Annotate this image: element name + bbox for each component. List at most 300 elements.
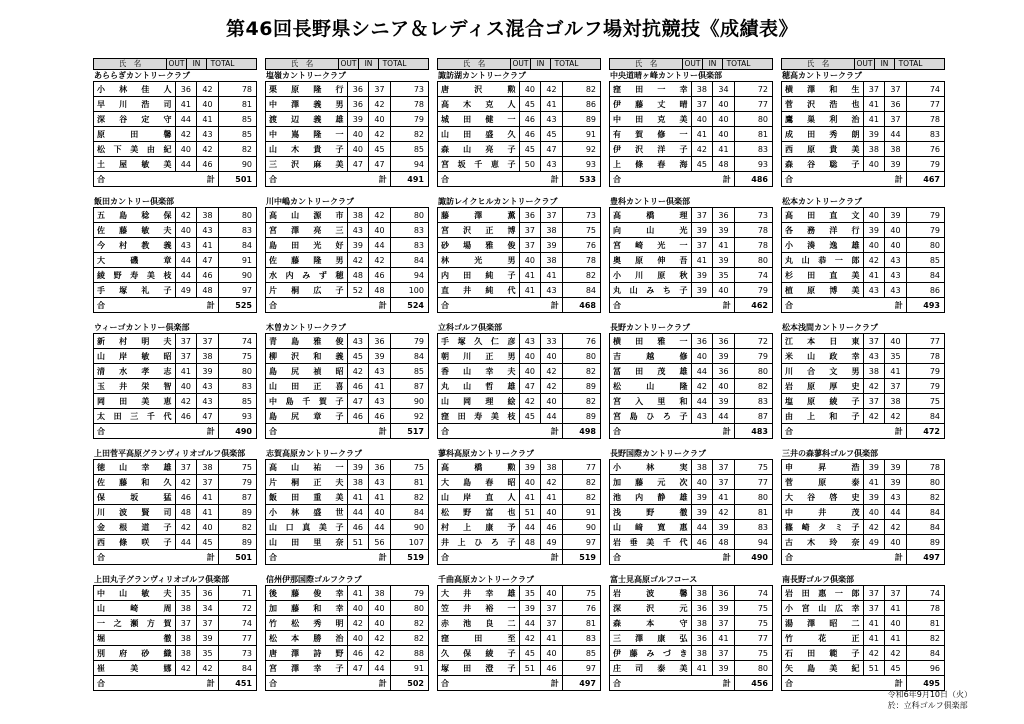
team-total: 524: [390, 298, 428, 313]
player-row: [610, 601, 773, 616]
player-row: [266, 157, 429, 172]
player-total: 84: [218, 238, 256, 253]
player-total: 89: [218, 505, 256, 520]
player-row: [438, 349, 601, 364]
player-name: 小宮山広幸: [782, 601, 864, 616]
player-out: 43: [863, 283, 885, 298]
player-out: 39: [691, 268, 713, 283]
player-row: [438, 283, 601, 298]
player-name: 高田直文: [782, 208, 864, 223]
player-out: 41: [863, 616, 885, 631]
club-name: 志賀高原カントリークラブ: [266, 449, 362, 458]
player-total: 76: [562, 334, 600, 349]
player-out: 40: [347, 142, 369, 157]
player-name: 内田純子: [438, 268, 520, 283]
player-row: [438, 157, 601, 172]
club-name: 千曲高原カントリークラブ: [438, 575, 534, 584]
team-total: 533: [562, 172, 600, 187]
player-name: 中井茂: [782, 505, 864, 520]
player-row: [94, 82, 257, 97]
player-in: 40: [541, 586, 563, 601]
player-name: 唐澤詩野: [266, 646, 348, 661]
player-total: 80: [390, 208, 428, 223]
player-in: 37: [541, 616, 563, 631]
header-name: 氏 名: [634, 59, 658, 68]
player-row: [438, 475, 601, 490]
column-header: [609, 58, 773, 70]
player-total: 73: [562, 208, 600, 223]
player-in: 40: [713, 379, 735, 394]
player-total: 94: [390, 268, 428, 283]
player-name: 松本勝治: [266, 631, 348, 646]
player-total: 90: [562, 520, 600, 535]
player-total: 93: [562, 157, 600, 172]
player-total: 87: [390, 379, 428, 394]
player-name: 松下美由紀: [94, 142, 176, 157]
player-row: [438, 394, 601, 409]
club-block: [93, 574, 257, 691]
player-name: 伊沢洋子: [610, 142, 692, 157]
player-in: 33: [541, 334, 563, 349]
player-name: 高橋理: [610, 208, 692, 223]
player-name: 由上和子: [782, 409, 864, 424]
player-total: 82: [390, 631, 428, 646]
player-name: 中澤義男: [266, 97, 348, 112]
player-in: 48: [369, 283, 391, 298]
player-row: [94, 505, 257, 520]
player-total: 74: [218, 334, 256, 349]
player-name: 宮沢正博: [438, 223, 520, 238]
player-in: 42: [713, 505, 735, 520]
player-in: 37: [541, 601, 563, 616]
player-row: [438, 661, 601, 676]
player-name: 宮島ひろ子: [610, 409, 692, 424]
player-name: 鷹巣利治: [782, 112, 864, 127]
player-in: 43: [885, 490, 907, 505]
score-table: [781, 333, 945, 439]
club-block: [437, 196, 601, 313]
player-row: [94, 364, 257, 379]
player-out: 40: [347, 631, 369, 646]
player-in: 48: [197, 283, 219, 298]
player-out: 42: [175, 475, 197, 490]
event-date: 令和6年9月10日（火）: [887, 690, 972, 699]
player-out: 47: [347, 394, 369, 409]
player-in: 39: [713, 349, 735, 364]
player-in: 39: [713, 661, 735, 676]
player-out: 41: [175, 364, 197, 379]
player-row: [438, 520, 601, 535]
player-total: 80: [906, 238, 944, 253]
player-total: 84: [906, 505, 944, 520]
player-name: 別府砂織: [94, 646, 176, 661]
score-table: [265, 81, 429, 187]
player-row: [782, 475, 945, 490]
player-out: 46: [519, 127, 541, 142]
player-out: 42: [863, 379, 885, 394]
player-in: 37: [885, 112, 907, 127]
player-name: 中嶌隆一: [266, 127, 348, 142]
player-in: 40: [885, 238, 907, 253]
player-name: 米山政幸: [782, 349, 864, 364]
player-total: 75: [218, 460, 256, 475]
total-row: [438, 550, 601, 565]
player-total: 78: [906, 112, 944, 127]
team-total: 456: [734, 676, 772, 691]
player-name: 江本日東: [782, 334, 864, 349]
player-name: 成田秀朗: [782, 127, 864, 142]
player-total: 79: [390, 112, 428, 127]
player-row: [266, 379, 429, 394]
player-in: 43: [885, 283, 907, 298]
player-row: [438, 616, 601, 631]
player-total: 79: [734, 283, 772, 298]
player-out: 38: [691, 616, 713, 631]
total-row: [438, 424, 601, 439]
club-name: 木曽カントリークラブ: [266, 323, 346, 332]
total-row: [266, 172, 429, 187]
header-name: 氏 名: [806, 59, 830, 68]
player-in: 44: [369, 238, 391, 253]
player-total: 75: [734, 460, 772, 475]
player-row: [782, 97, 945, 112]
player-row: [266, 238, 429, 253]
score-table: [437, 459, 601, 565]
player-row: [610, 334, 773, 349]
player-out: 44: [175, 253, 197, 268]
player-row: [782, 349, 945, 364]
player-out: 45: [519, 646, 541, 661]
player-name: 三沢麻美: [266, 157, 348, 172]
player-total: 84: [562, 283, 600, 298]
player-out: 43: [691, 409, 713, 424]
total-row: [94, 424, 257, 439]
player-in: 39: [713, 520, 735, 535]
player-in: 40: [369, 601, 391, 616]
player-name: 松野富也: [438, 505, 520, 520]
player-total: 82: [390, 490, 428, 505]
player-name: 山田盛久: [438, 127, 520, 142]
player-total: 82: [734, 379, 772, 394]
player-row: [782, 394, 945, 409]
player-out: 41: [863, 112, 885, 127]
player-out: 41: [863, 268, 885, 283]
player-in: 40: [885, 616, 907, 631]
player-name: 大島春昭: [438, 475, 520, 490]
player-row: [438, 646, 601, 661]
player-name: 水内みず穂: [266, 268, 348, 283]
team-total: 502: [390, 676, 428, 691]
player-name: 横田雅一: [610, 334, 692, 349]
player-row: [610, 646, 773, 661]
team-total: 451: [218, 676, 256, 691]
player-out: 42: [347, 253, 369, 268]
player-in: 44: [885, 127, 907, 142]
player-out: 46: [347, 520, 369, 535]
team-total: 472: [906, 424, 944, 439]
header-name: 氏 名: [118, 59, 142, 68]
club-name: 穂高カントリークラブ: [782, 71, 862, 80]
player-in: 39: [713, 601, 735, 616]
player-in: 36: [713, 364, 735, 379]
total-label: 合計: [610, 550, 735, 565]
player-in: 36: [369, 460, 391, 475]
player-row: [266, 409, 429, 424]
player-out: 38: [175, 646, 197, 661]
player-name: 栗原隆行: [266, 82, 348, 97]
player-row: [266, 616, 429, 631]
player-name: 青島雅俊: [266, 334, 348, 349]
player-name: 西條咲子: [94, 535, 176, 550]
player-name: 片桐広子: [266, 283, 348, 298]
header-out: OUT: [338, 59, 358, 69]
player-row: [610, 349, 773, 364]
player-name: 浅野徹: [610, 505, 692, 520]
player-out: 39: [691, 490, 713, 505]
player-total: 91: [218, 253, 256, 268]
player-name: 加藤元次: [610, 475, 692, 490]
player-total: 77: [734, 97, 772, 112]
player-out: 42: [519, 394, 541, 409]
player-total: 81: [734, 127, 772, 142]
player-row: [266, 475, 429, 490]
club-name: 上田菅平高原グランヴィリオゴルフ倶楽部: [94, 449, 246, 458]
player-total: 78: [562, 253, 600, 268]
club-name: 中央道晴ヶ峰カントリー倶楽部: [610, 71, 722, 80]
player-name: 佐藤和久: [94, 475, 176, 490]
player-name: 小湊逸雄: [782, 238, 864, 253]
player-name: 林光男: [438, 253, 520, 268]
player-name: 三澤康弘: [610, 631, 692, 646]
score-table: [437, 81, 601, 187]
player-in: 41: [541, 631, 563, 646]
player-out: 46: [347, 379, 369, 394]
score-table: [437, 207, 601, 313]
player-in: 38: [885, 394, 907, 409]
player-in: 41: [713, 631, 735, 646]
player-total: 76: [906, 142, 944, 157]
player-in: 44: [369, 661, 391, 676]
player-row: [94, 631, 257, 646]
player-row: [610, 379, 773, 394]
team-total: 491: [390, 172, 428, 187]
player-in: 42: [369, 631, 391, 646]
player-row: [94, 142, 257, 157]
player-row: [438, 601, 601, 616]
club-name: 塩嶺カントリークラブ: [266, 71, 346, 80]
player-row: [438, 364, 601, 379]
player-name: 小川原秋: [610, 268, 692, 283]
player-in: 44: [541, 409, 563, 424]
player-row: [610, 238, 773, 253]
player-in: 47: [541, 142, 563, 157]
player-row: [610, 490, 773, 505]
player-total: 79: [906, 364, 944, 379]
player-name: 深沢元: [610, 601, 692, 616]
player-in: 37: [713, 616, 735, 631]
club-block: [265, 58, 429, 187]
player-row: [610, 268, 773, 283]
player-total: 100: [390, 283, 428, 298]
player-out: 39: [347, 460, 369, 475]
player-name: 中島千賀子: [266, 394, 348, 409]
player-in: 35: [885, 349, 907, 364]
player-out: 42: [347, 364, 369, 379]
player-in: 41: [197, 112, 219, 127]
player-in: 45: [541, 127, 563, 142]
player-out: 52: [347, 283, 369, 298]
header-out: OUT: [166, 59, 186, 69]
player-out: 40: [519, 349, 541, 364]
player-name: 深谷定守: [94, 112, 176, 127]
player-total: 82: [390, 616, 428, 631]
player-in: 46: [197, 268, 219, 283]
player-out: 45: [519, 97, 541, 112]
player-out: 40: [175, 223, 197, 238]
player-in: 41: [197, 505, 219, 520]
player-row: [438, 334, 601, 349]
player-total: 91: [562, 127, 600, 142]
player-row: [782, 208, 945, 223]
player-out: 50: [519, 157, 541, 172]
player-row: [438, 223, 601, 238]
club-name: 立科ゴルフ倶楽部: [438, 323, 502, 332]
player-total: 77: [734, 475, 772, 490]
player-out: 41: [863, 631, 885, 646]
total-label: 合計: [94, 172, 219, 187]
player-row: [266, 97, 429, 112]
player-out: 46: [175, 409, 197, 424]
total-label: 合計: [438, 172, 563, 187]
player-in: 39: [713, 253, 735, 268]
player-in: 36: [885, 97, 907, 112]
header-out: OUT: [854, 59, 874, 69]
player-name: 清水孝志: [94, 364, 176, 379]
player-out: 41: [347, 586, 369, 601]
player-in: 37: [885, 82, 907, 97]
player-out: 37: [175, 460, 197, 475]
player-in: 41: [369, 490, 391, 505]
total-row: [94, 676, 257, 691]
player-name: 宮崎光一: [610, 238, 692, 253]
player-name: 村上康予: [438, 520, 520, 535]
player-total: 82: [906, 631, 944, 646]
player-out: 38: [691, 82, 713, 97]
player-row: [438, 535, 601, 550]
player-in: 42: [541, 475, 563, 490]
player-name: 一之瀬方賀: [94, 616, 176, 631]
team-total: 497: [906, 550, 944, 565]
player-name: 湯澤昭二: [782, 616, 864, 631]
player-total: 83: [218, 223, 256, 238]
player-name: 森谷聡子: [782, 157, 864, 172]
player-out: 38: [863, 364, 885, 379]
club-block: [437, 448, 601, 565]
player-total: 80: [390, 601, 428, 616]
player-row: [94, 208, 257, 223]
player-total: 80: [734, 253, 772, 268]
player-row: [266, 349, 429, 364]
player-out: 46: [347, 646, 369, 661]
player-row: [438, 460, 601, 475]
total-label: 合計: [782, 424, 907, 439]
player-total: 87: [218, 490, 256, 505]
player-out: 38: [347, 475, 369, 490]
player-total: 75: [734, 601, 772, 616]
player-in: 39: [885, 460, 907, 475]
total-row: [266, 676, 429, 691]
player-row: [438, 505, 601, 520]
player-total: 83: [390, 223, 428, 238]
player-out: 36: [691, 631, 713, 646]
player-total: 94: [734, 535, 772, 550]
score-table: [781, 81, 945, 187]
player-row: [438, 127, 601, 142]
player-out: 40: [519, 253, 541, 268]
player-row: [782, 490, 945, 505]
player-in: 48: [713, 157, 735, 172]
player-name: 竹松秀明: [266, 616, 348, 631]
player-in: 42: [197, 661, 219, 676]
total-label: 合計: [94, 298, 219, 313]
player-name: 手塚久仁彦: [438, 334, 520, 349]
player-in: 37: [197, 616, 219, 631]
player-name: 城田健一: [438, 112, 520, 127]
player-in: 46: [369, 409, 391, 424]
total-row: [610, 298, 773, 313]
player-in: 39: [197, 364, 219, 379]
player-name: 中山敏夫: [94, 586, 176, 601]
player-out: 44: [175, 157, 197, 172]
player-total: 83: [734, 142, 772, 157]
player-name: 竹花正: [782, 631, 864, 646]
player-total: 97: [218, 283, 256, 298]
player-total: 91: [562, 505, 600, 520]
player-name: 杉田直美: [782, 268, 864, 283]
team-total: 519: [562, 550, 600, 565]
total-row: [438, 298, 601, 313]
player-row: [610, 127, 773, 142]
player-total: 81: [562, 616, 600, 631]
player-row: [610, 616, 773, 631]
player-name: 川合文男: [782, 364, 864, 379]
club-block: [437, 58, 601, 187]
team-total: 483: [734, 424, 772, 439]
total-row: [782, 298, 945, 313]
footer: [888, 689, 972, 711]
player-name: 高橋勲: [438, 460, 520, 475]
club-name: ウィーゴカントリー倶楽部: [94, 323, 190, 332]
player-name: 岩垂美千代: [610, 535, 692, 550]
header-out: OUT: [510, 59, 530, 69]
player-row: [782, 586, 945, 601]
player-out: 38: [863, 142, 885, 157]
player-row: [94, 157, 257, 172]
player-total: 74: [734, 586, 772, 601]
club-name: 南長野ゴルフ倶楽部: [782, 575, 854, 584]
player-name: 崔美娜: [94, 661, 176, 676]
player-row: [782, 460, 945, 475]
player-out: 40: [691, 475, 713, 490]
total-row: [94, 550, 257, 565]
club-block: [265, 322, 429, 439]
score-table: [93, 459, 257, 565]
player-out: 43: [347, 223, 369, 238]
player-name: 古木玲奈: [782, 535, 864, 550]
player-row: [610, 475, 773, 490]
player-total: 80: [734, 490, 772, 505]
player-total: 84: [390, 349, 428, 364]
